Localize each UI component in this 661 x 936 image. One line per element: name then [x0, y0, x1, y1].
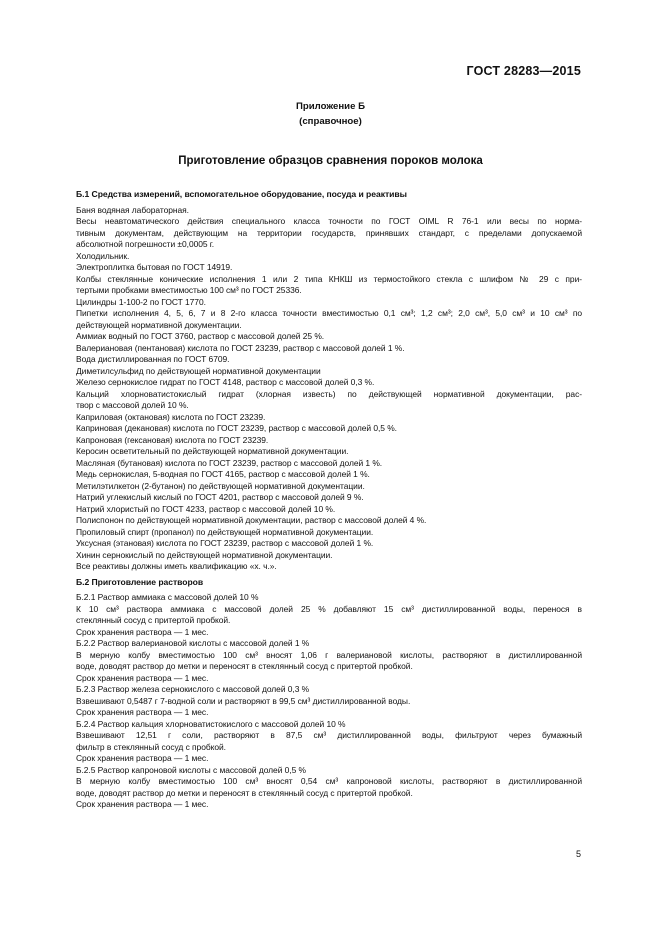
text-line: Цилиндры 1-100-2 по ГОСТ 1770. — [76, 296, 206, 307]
section-heading: Б.1 Средства измерений, вспомогательное оборудование, посуда и реактивы — [76, 189, 407, 199]
text-line: Пипетки исполнения 4, 5, 6, 7 и 8 2-го класса точности вместимостью 0,1 см³; 1,2 см³; 2,0 см³, 5,0 см³ и 10 см³ по — [76, 308, 582, 318]
section-solutions — [76, 577, 582, 811]
section-heading: Б.2 Приготовление растворов — [76, 576, 204, 587]
page-number: 5 — [575, 849, 581, 859]
text-line: Полиспонон по действующей нормативной документации, раствор с массовой долей 4 %. — [76, 515, 427, 525]
text-line: воде, доводят раствор до метки и переносят в стеклянный сосуд с притертой пробкой. — [76, 661, 413, 671]
text-line: действующей нормативной документации. — [76, 319, 242, 330]
text-line: Метилэтилкетон (2-бутанон) по действующей нормативной документации. — [76, 480, 365, 491]
text-line: Валериановая (пентановая) кислота по ГОСТ 23239, раствор с массовой долей 1 %. — [76, 342, 405, 353]
text-line: Весы неавтоматического действия специального класса точности по ГОСТ OIML R 76-1 или весы по норма- — [76, 216, 582, 226]
text-line: Б.2.3 Раствор железа сернокислого с массовой долей 0,3 % — [76, 684, 310, 694]
text-line: твор с массовой долей 10 %. — [76, 400, 189, 410]
text-line: Срок хранения раствора — 1 мес. — [76, 626, 209, 637]
text-line: Каприловая (октановая) кислота по ГОСТ 23239. — [76, 411, 266, 422]
text-line: стеклянный сосуд с притертой пробкой. — [76, 615, 231, 625]
text-line: воде, доводят раствор до метки и переносят в стеклянный сосуд с притертой пробкой. — [76, 787, 413, 798]
annex-title: Приложение Б — [296, 101, 365, 112]
text-line: тивным документам, действующим на территории государств, принявших стандарт, с пределами допускаемой — [76, 227, 582, 238]
text-line: фильтр в стеклянный сосуд с пробкой. — [76, 741, 226, 752]
text-line: Уксусная (этановая) кислота по ГОСТ 23239, раствор с массовой долей 1 %. — [76, 538, 374, 548]
text-line: Медь сернокислая, 5-водная по ГОСТ 4165, раствор с массовой долей 1 %. — [76, 469, 370, 479]
text-line: Капроновая (гексановая) кислота по ГОСТ 23239. — [76, 434, 269, 445]
text-line: Хинин сернокислый по действующей нормативной документации. — [76, 549, 333, 560]
text-line: Взвешивают 0,5487 г 7-водной соли и растворяют в 99,5 см³ дистиллированной воды. — [76, 695, 411, 706]
text-line: Пропиловый спирт (пропанол) по действующей нормативной документации. — [76, 526, 374, 537]
text-line: Взвешивают 12,51 г соли, растворяют в 87,5 см³ дистиллированной воды, фильтруют через бумажный — [76, 730, 582, 740]
annex-subtitle: (справочное) — [299, 116, 362, 127]
text-line: Срок хранения раствора — 1 мес. — [76, 672, 209, 683]
text-line: Вода дистиллированная по ГОСТ 6709. — [76, 354, 230, 364]
text-line: Б.2.4 Раствор кальция хлорноватистокислого с массовой долей 10 % — [76, 718, 346, 729]
text-line: Масляная (бутановая) кислота по ГОСТ 23239, раствор с массовой долей 1 %. — [76, 457, 383, 468]
document-body — [76, 189, 582, 811]
standard-header: ГОСТ 28283—2015 — [466, 64, 581, 78]
text-line: Колбы стеклянные конические исполнения 1 или 2 типа КНКШ из термостойкого стекла с шлифом № 29 с при- — [76, 273, 582, 284]
text-line: Железо сернокислое гидрат по ГОСТ 4148, раствор с массовой долей 0,3 %. — [76, 377, 375, 387]
text-line: Электроплитка бытовая по ГОСТ 14919. — [76, 262, 233, 272]
text-line: Б.2.1 Раствор аммиака с массовой долей 10 % — [76, 592, 259, 602]
text-line: В мерную колбу вместимостью 100 см³ вносят 1,06 г валериановой кислоты, растворяют в дистиллированной — [76, 649, 582, 660]
text-line: Натрий хлористый по ГОСТ 4233, раствор с массовой долей 10 %. — [76, 503, 336, 514]
text-line: абсолютной погрешности ±0,0005 г. — [76, 239, 215, 249]
text-line: Срок хранения раствора — 1 мес. — [76, 707, 209, 717]
text-line: Каприновая (декановая) кислота по ГОСТ 23239, раствор с массовой долей 0,5 %. — [76, 423, 397, 433]
text-line: Холодильник. — [76, 250, 130, 261]
text-line: Кальций хлорноватистокислый гидрат (хлорная известь) по действующей нормативной документации, рас- — [76, 388, 582, 399]
text-line: К 10 см³ раствора аммиака с массовой долей 25 % добавляют 15 см³ дистиллированной воды, перенося в — [76, 603, 582, 614]
text-line: Б.2.2 Раствор валериановой кислоты с массовой долей 1 % — [76, 638, 310, 648]
text-line: тертыми пробками вместимостью 100 см³ по ГОСТ 25336. — [76, 285, 302, 295]
text-line: В мерную колбу вместимостью 100 см³ вносят 0,54 см³ капроновой кислоты, растворяют в дистиллированной — [76, 776, 582, 786]
text-line: Срок хранения раствора — 1 мес. — [76, 753, 209, 763]
text-line: Все реактивы должны иметь квалификацию «х. ч.». — [76, 561, 277, 571]
text-line: Керосин осветительный по действующей нормативной документации. — [76, 446, 349, 456]
section-lines — [76, 592, 582, 811]
text-line: Срок хранения раствора — 1 мес. — [76, 799, 209, 809]
section-equipment — [76, 189, 582, 573]
document-title: Приготовление образцов сравнения пороков молока — [178, 155, 483, 167]
text-line: Б.2.5 Раствор капроновой кислоты с массовой долей 0,5 % — [76, 764, 306, 775]
text-line: Диметилсульфид по действующей нормативной документации — [76, 365, 321, 376]
section-lines — [76, 205, 582, 573]
text-line: Натрий углекислый кислый по ГОСТ 4201, раствор с массовой долей 9 %. — [76, 492, 364, 502]
text-line: Аммиак водный по ГОСТ 3760, раствор с массовой долей 25 %. — [76, 331, 325, 341]
annex-block — [0, 99, 661, 129]
text-line: Баня водяная лабораторная. — [76, 204, 189, 215]
